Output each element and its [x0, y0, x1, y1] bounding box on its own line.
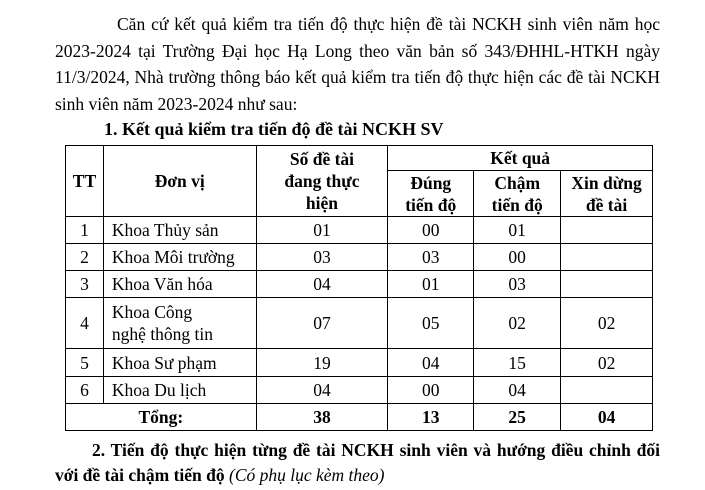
section-2-heading [55, 438, 660, 488]
total-late: 25 [474, 404, 561, 431]
cell-stop: 02 [561, 298, 653, 349]
cell-unit: Khoa Du lịch [103, 377, 256, 404]
intro-paragraph: Căn cứ kết quả kiểm tra tiến độ thực hiện đề tài NCKH sinh viên năm học 2023-2024 tại Trường Đại học Hạ Long theo văn bản số 343/ĐHHL-HTKH ngày 11/3/2024, Nhà trường thông báo kết quả kiểm tra tiến độ thực hiện các đề tài NCKH sinh viên năm 2023-2024 như sau: [55, 14, 660, 114]
table-row [66, 244, 653, 271]
table-row [66, 377, 653, 404]
cell-late: 03 [474, 271, 561, 298]
header-count: Số đề tài đang thực hiện [256, 146, 388, 217]
cell-tt: 6 [66, 377, 104, 404]
cell-tt: 5 [66, 349, 104, 377]
cell-count: 04 [256, 271, 388, 298]
table-row [66, 217, 653, 244]
section-2-text: 2. Tiến độ thực hiện từng đề tài NCKH sinh viên và hướng điều chỉnh đối với đề tài chậm tiến độ [55, 440, 660, 485]
cell-tt: 1 [66, 217, 104, 244]
header-on-time: Đúng tiến độ [388, 171, 474, 217]
cell-unit: Khoa Thủy sản [103, 217, 256, 244]
cell-on-time: 01 [388, 271, 474, 298]
cell-count: 03 [256, 244, 388, 271]
cell-on-time: 00 [388, 217, 474, 244]
cell-unit: Khoa Môi trường [103, 244, 256, 271]
cell-on-time: 04 [388, 349, 474, 377]
cell-late: 00 [474, 244, 561, 271]
progress-table [65, 145, 653, 431]
section-2-note: (Có phụ lục kèm theo) [229, 465, 385, 485]
table-row [66, 271, 653, 298]
table-row [66, 349, 653, 377]
cell-stop [561, 217, 653, 244]
cell-unit: Khoa Công nghệ thông tin [103, 298, 256, 349]
cell-unit: Khoa Sư phạm [103, 349, 256, 377]
cell-stop [561, 271, 653, 298]
header-unit: Đơn vị [103, 146, 256, 217]
cell-on-time: 05 [388, 298, 474, 349]
cell-unit: Khoa Văn hóa [103, 271, 256, 298]
cell-late: 02 [474, 298, 561, 349]
total-label: Tổng: [66, 404, 257, 431]
cell-tt: 4 [66, 298, 104, 349]
cell-tt: 2 [66, 244, 104, 271]
cell-late: 04 [474, 377, 561, 404]
cell-late: 15 [474, 349, 561, 377]
header-tt: TT [66, 146, 104, 217]
table-row [66, 298, 653, 349]
header-stop: Xin dừng đề tài [561, 171, 653, 217]
total-row [66, 404, 653, 431]
cell-stop [561, 377, 653, 404]
section-1-heading: 1. Kết quả kiểm tra tiến độ đề tài NCKH SV [104, 119, 444, 139]
total-on-time: 13 [388, 404, 474, 431]
total-count: 38 [256, 404, 388, 431]
cell-late: 01 [474, 217, 561, 244]
cell-count: 04 [256, 377, 388, 404]
cell-count: 07 [256, 298, 388, 349]
cell-tt: 3 [66, 271, 104, 298]
header-late: Chậm tiến độ [474, 171, 561, 217]
total-stop: 04 [561, 404, 653, 431]
header-result: Kết quả [388, 146, 653, 171]
cell-count: 19 [256, 349, 388, 377]
cell-count: 01 [256, 217, 388, 244]
cell-stop [561, 244, 653, 271]
cell-on-time: 00 [388, 377, 474, 404]
cell-stop: 02 [561, 349, 653, 377]
cell-on-time: 03 [388, 244, 474, 271]
